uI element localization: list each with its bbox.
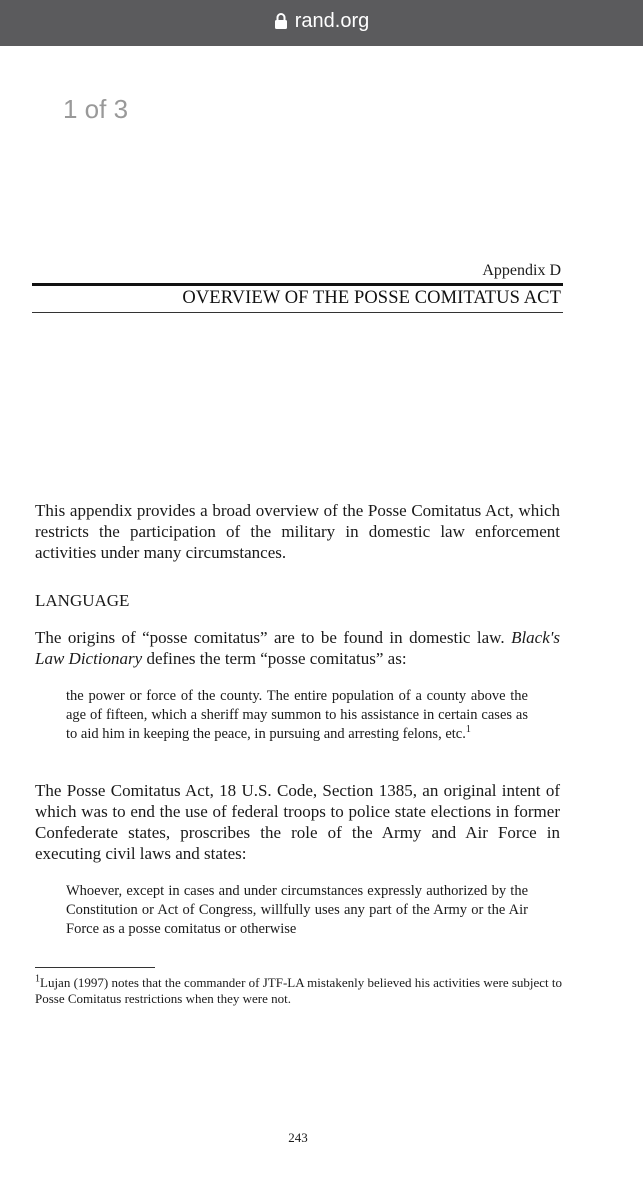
header-rule-thin <box>32 312 563 313</box>
origins-sentence: The origins of “posse comitatus” are to be found in domestic law. <box>35 628 505 647</box>
browser-address-bar[interactable] <box>0 0 643 46</box>
appendix-label: Appendix D <box>482 262 561 279</box>
dictionary-title: Black's Law Dictionary <box>35 628 561 668</box>
dictionary-sentence: defines the term “posse comitatus” as: <box>142 649 407 668</box>
lock-icon <box>274 12 288 30</box>
footnote-marker: 1 <box>35 973 40 985</box>
chapter-title: OVERVIEW OF THE POSSE COMITATUS ACT <box>182 288 561 308</box>
origins-paragraph <box>35 627 560 669</box>
dictionary-quote-text: the power or force of the county. The entire population of a county above the age of fifteen, which a sheriff may summon to his assistance in certain cases as to aid him in keeping the peace, in pursuing and arresting felons, etc. <box>66 688 528 742</box>
footnote-reference[interactable]: 1 <box>465 724 471 736</box>
section-heading: LANGUAGE <box>35 591 130 610</box>
page-number: 243 <box>288 1130 308 1145</box>
statute-quote: Whoever, except in cases and under circumstances expressly authorized by the Constitution or Act of Congress, willfully uses any part of the Army or the Air Force as a posse comitatus or otherwise <box>66 883 528 937</box>
footnote <box>35 975 563 1007</box>
url-display[interactable] <box>274 10 370 33</box>
dictionary-quote <box>66 687 528 744</box>
header-rule-thick <box>32 283 563 286</box>
page-counter: 1 of 3 <box>63 94 129 124</box>
footnote-text: Lujan (1997) notes that the commander of JTF-LA mistakenly believed his activities were subject to Posse Comitatus restrictions when they were not. <box>35 975 563 1006</box>
footnote-divider <box>35 967 155 968</box>
act-paragraph: The Posse Comitatus Act, 18 U.S. Code, Section 1385, an original intent of which was to end the use of federal troops to police state elections in former Confederate states, proscribes the role of the Army and Air Force in executing civil laws and states: <box>35 781 560 863</box>
intro-paragraph: This appendix provides a broad overview of the Posse Comitatus Act, which restricts the participation of the military in domestic law enforcement activities under many circumstances. <box>35 501 560 562</box>
url-text: rand.org <box>294 9 370 32</box>
